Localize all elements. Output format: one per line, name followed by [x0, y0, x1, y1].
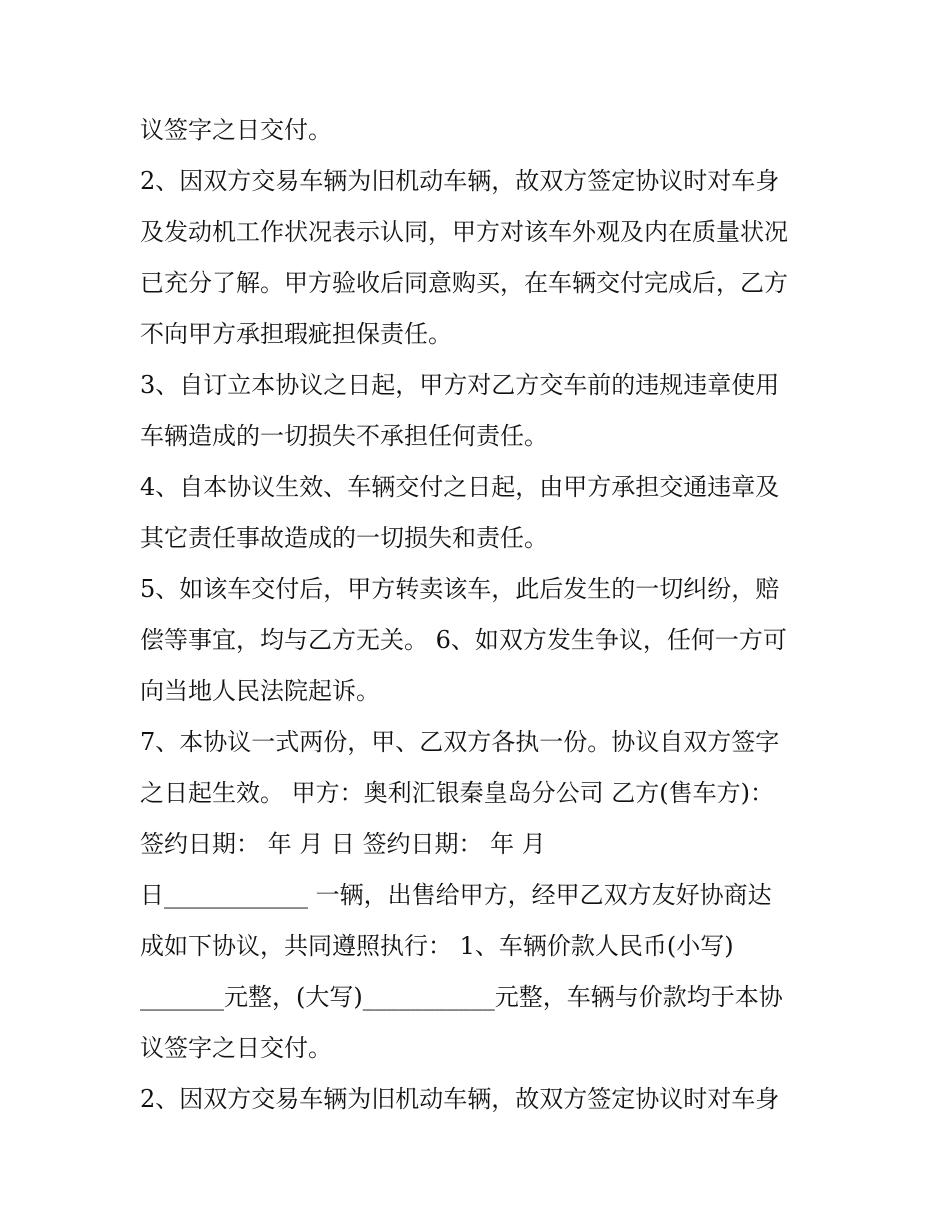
text-line: 向当地人民法院起诉。: [140, 677, 380, 705]
text-line: 偿等事宜，均与乙方无关。 6、如双方发生争议，任何一方可: [140, 626, 787, 654]
text-line: 4、自本协议生效、车辆交付之日起，由甲方承担交通违章及: [140, 473, 780, 501]
text-line: 议签字之日交付。: [140, 116, 332, 144]
text-line: _______元整，(大写)___________元整，车辆与价款均于本协: [140, 983, 783, 1011]
text-line: 2、因双方交易车辆为旧机动车辆，故双方签定协议时对车身: [140, 1085, 780, 1113]
text-line: 及发动机工作状况表示认同，甲方对该车外观及内在质量状况: [140, 218, 788, 246]
text-line: 3、自订立本协议之日起，甲方对乙方交车前的违规违章使用: [140, 371, 780, 399]
text-line: 成如下协议，共同遵照执行： 1、车辆价款人民币(小写): [140, 932, 734, 960]
text-line: 5、如该车交付后，甲方转卖该车，此后发生的一切纠纷，赔: [140, 575, 780, 603]
text-line: 签约日期： 年 月 日 签约日期： 年 月: [140, 830, 546, 858]
text-line: 2、因双方交易车辆为旧机动车辆，故双方签定协议时对车身: [140, 167, 780, 195]
contract-text-body: [140, 105, 830, 1125]
text-line: 日____________ 一辆，出售给甲方，经甲乙双方友好协商达: [140, 881, 772, 909]
text-line: 之日起生效。 甲方：奥利汇银秦皇岛分公司 乙方(售车方)：: [140, 779, 774, 807]
text-line: 7、本协议一式两份，甲、乙双方各执一份。协议自双方签字: [140, 728, 780, 756]
text-line: 其它责任事故造成的一切损失和责任。: [140, 524, 548, 552]
text-line: 不向甲方承担瑕疵担保责任。: [140, 320, 452, 348]
text-line: 已充分了解。甲方验收后同意购买，在车辆交付完成后，乙方: [140, 269, 788, 297]
text-line: 车辆造成的一切损失不承担任何责任。: [140, 422, 548, 450]
text-line: 议签字之日交付。: [140, 1034, 332, 1062]
